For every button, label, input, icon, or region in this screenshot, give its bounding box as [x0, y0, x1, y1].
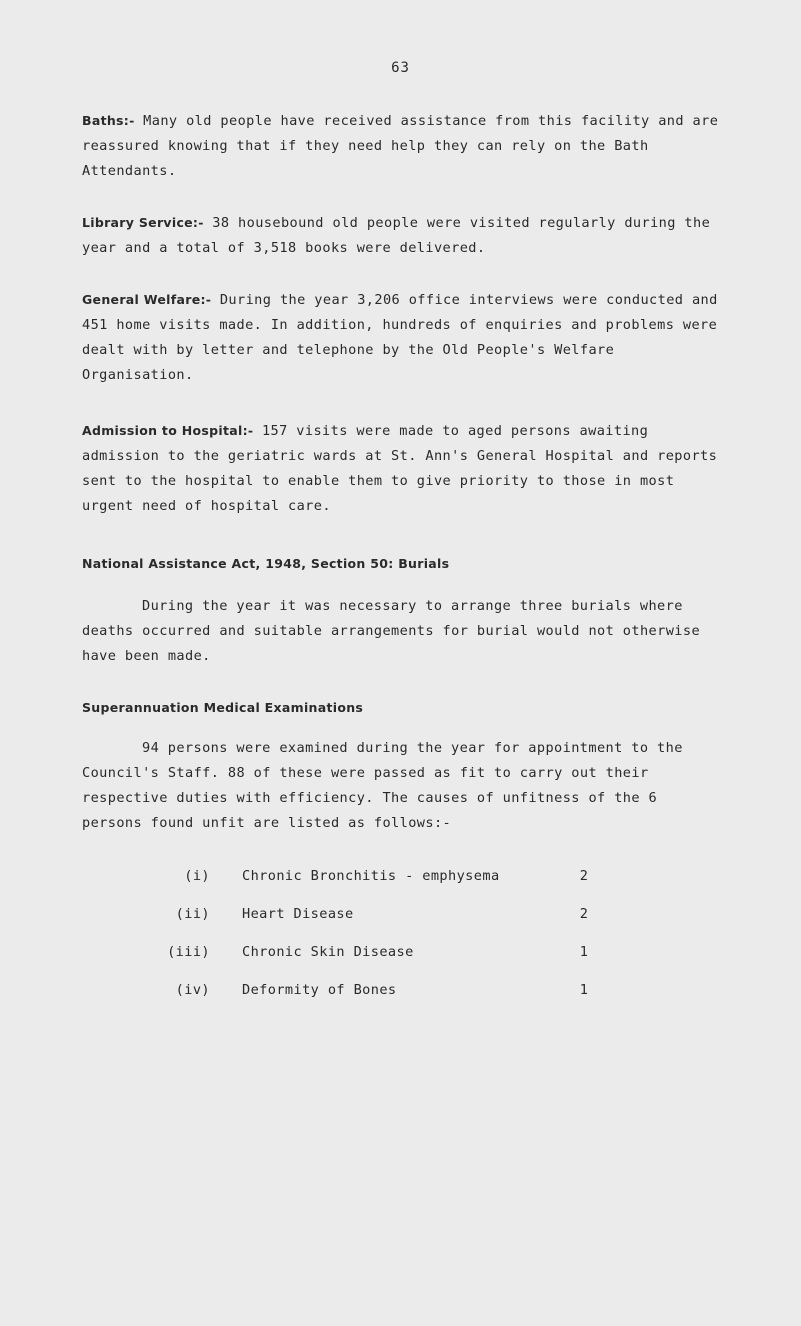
unfitness-list	[150, 868, 620, 1020]
list-item-number: (iv)	[175, 982, 210, 998]
list-item-count: 2	[579, 868, 589, 884]
baths-paragraph	[82, 108, 722, 184]
superannuation-paragraph	[82, 736, 722, 836]
page-number: 63	[391, 60, 410, 76]
list-item-label: Chronic Skin Disease	[242, 944, 414, 960]
national-assistance-text: During the year it was necessary to arrange three burials where deaths occurred and suitable arrangements for burial would not otherwise have been made.	[82, 598, 701, 664]
welfare-paragraph	[82, 287, 722, 388]
list-item-number: (iii)	[167, 944, 210, 960]
baths-heading: Baths:-	[82, 113, 135, 128]
list-item-number: (ii)	[175, 906, 210, 922]
list-item	[150, 868, 620, 906]
list-item-count: 1	[579, 944, 589, 960]
list-item-label: Deformity of Bones	[242, 982, 397, 998]
list-item	[150, 906, 620, 944]
admission-paragraph	[82, 418, 722, 519]
list-item-count: 2	[579, 906, 589, 922]
list-item-count: 1	[579, 982, 589, 998]
superannuation-text: 94 persons were examined during the year for appointment to the Council's Staff. 88 of these were passed as fit to carry out their respective duties with efficiency. The causes of unfitness of the 6 persons found unfit are listed as follows:-	[82, 740, 683, 831]
superannuation-title: Superannuation Medical Examinations	[82, 700, 364, 715]
list-item-label: Heart Disease	[242, 906, 354, 922]
list-item-number: (i)	[184, 868, 210, 884]
national-assistance-paragraph	[82, 594, 722, 669]
library-paragraph	[82, 210, 722, 261]
admission-heading: Admission to Hospital:-	[82, 423, 254, 438]
list-item	[150, 982, 620, 1020]
baths-text: Many old people have received assistance from this facility and are reassured knowing that if they need help they can rely on the Bath Attendants.	[82, 113, 719, 179]
list-item	[150, 944, 620, 982]
national-assistance-title: National Assistance Act, 1948, Section 50: Burials	[82, 556, 450, 571]
welfare-text: During the year 3,206 office interviews were conducted and 451 home visits made. In addition, hundreds of enquiries and problems were dealt with by letter and telephone by the Old People's Welfare Organisation.	[82, 292, 718, 383]
admission-text: 157 visits were made to aged persons awaiting admission to the geriatric wards at St. Ann's General Hospital and reports sent to the hospital to enable them to give priority to those in most urgent need of hospital care.	[82, 423, 718, 514]
list-item-label: Chronic Bronchitis - emphysema	[242, 868, 500, 884]
library-text: 38 housebound old people were visited regularly during the year and a total of 3,518 books were delivered.	[82, 215, 711, 256]
welfare-heading: General Welfare:-	[82, 292, 212, 307]
library-heading: Library Service:-	[82, 215, 204, 230]
